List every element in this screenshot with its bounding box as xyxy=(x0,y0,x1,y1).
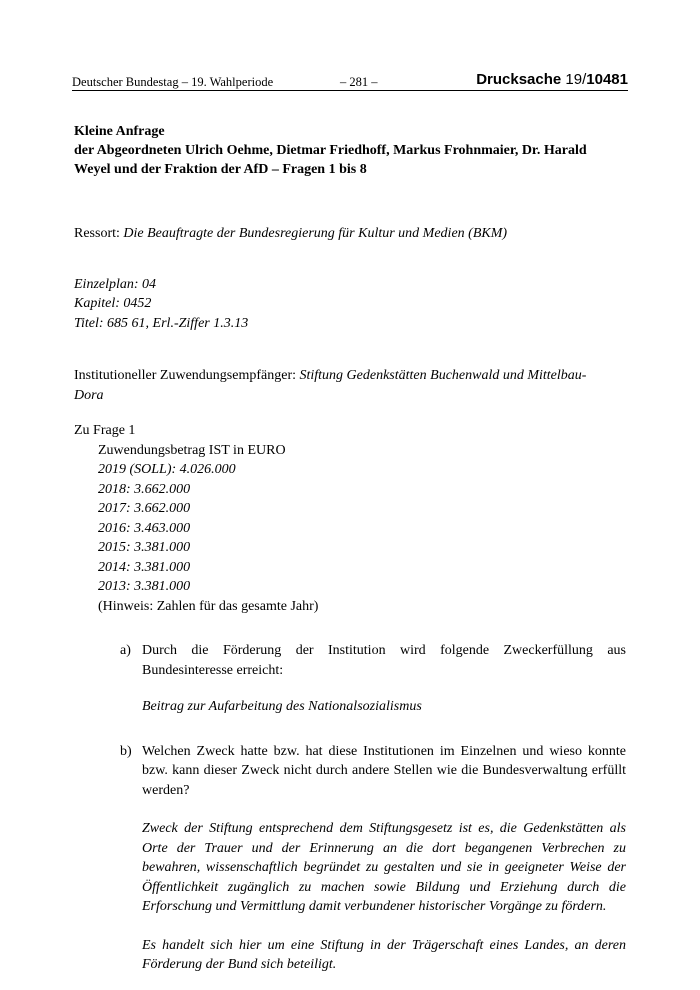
item-b-marker: b) xyxy=(120,743,132,759)
ressort-label: Ressort: xyxy=(74,226,120,241)
frage-1-section xyxy=(74,421,626,616)
ressort xyxy=(74,224,626,244)
header-page-number: – 281 – xyxy=(340,75,378,89)
document-title xyxy=(74,122,626,179)
amount-row: 2018: 3.662.000 xyxy=(98,481,191,497)
header-parliament: Deutscher Bundestag – 19. Wahlperiode xyxy=(72,75,274,89)
item-b-question-text: Welchen Zweck hatte bzw. hat diese Institutionen im Einzelnen und wieso konnte bzw. kann dieser Zweck nicht durch andere Stellen wie die Bundesverwaltung erfüllt werden? xyxy=(142,743,626,798)
recipient-value-2: Dora xyxy=(74,387,104,403)
ressort-value: Die Beauftragte der Bundesregierung für Kultur und Medien (BKM) xyxy=(123,226,508,241)
kapitel: Kapitel: 0452 xyxy=(74,296,152,311)
item-b-answer-2: Es handelt sich hier um eine Stiftung in der Trägerschaft eines Landes, an deren Förderung der Bund sich beteiligt. xyxy=(142,937,626,972)
amount-note: (Hinweis: Zahlen für das gesamte Jahr) xyxy=(98,598,319,614)
amount-row: 2019 (SOLL): 4.026.000 xyxy=(98,462,236,477)
title-line-3: Weyel und der Fraktion der AfD – Fragen 1 bis 8 xyxy=(74,162,367,177)
amount-row: 2014: 3.381.000 xyxy=(98,559,191,575)
frage-1-heading: Zu Frage 1 xyxy=(74,423,136,438)
einzelplan: Einzelplan: 04 xyxy=(74,276,157,292)
recipient-label: Institutioneller Zuwendungsempfänger: xyxy=(74,368,296,383)
item-a-question xyxy=(74,641,626,680)
amount-row: 2017: 3.662.000 xyxy=(98,501,191,516)
amount-row: 2016: 3.463.000 xyxy=(98,520,191,536)
amount-block xyxy=(74,441,626,617)
item-b-answer-1: Zweck der Stiftung entsprechend dem Stiftungsgesetz ist es, die Gedenkstätten als Orte der Trauer und der Erinnerung an die dort begangenen Verbrechen zu bewahren, wissenschaftlich begründet zu gestalten und sie in geeigneter Weise der Öffentlichkeit zugänglich zu machen sowie Bildung und Erziehung durch die Erforschung und Vermittlung damit verbundener historischer Vorgänge zu fördern. xyxy=(142,821,626,914)
titel: Titel: 685 61, Erl.-Ziffer 1.3.13 xyxy=(74,315,249,331)
amount-row: 2013: 3.381.000 xyxy=(98,579,191,594)
header-doc-number xyxy=(476,70,628,90)
amount-row: 2015: 3.381.000 xyxy=(98,540,191,555)
doc-num-prefix: 19/ xyxy=(565,71,587,88)
title-line-1: Kleine Anfrage xyxy=(74,124,165,139)
doc-num-main: 10481 xyxy=(586,71,628,88)
budget-info xyxy=(74,275,626,334)
title-line-2: der Abgeordneten Ulrich Oehme, Dietmar Friedhoff, Markus Frohnmaier, Dr. Harald xyxy=(74,143,587,158)
page-content xyxy=(74,122,626,975)
recipient xyxy=(74,366,626,405)
doc-label: Drucksache xyxy=(476,71,562,88)
page-header xyxy=(72,70,628,91)
item-b-question xyxy=(74,742,626,801)
amount-title: Zuwendungsbetrag IST in EURO xyxy=(98,442,286,458)
item-a-answer: Beitrag zur Aufarbeitung des Nationalsozialismus xyxy=(142,699,422,714)
recipient-value-1: Stiftung Gedenkstätten Buchenwald und Mittelbau- xyxy=(299,368,587,383)
item-a-marker: a) xyxy=(120,643,131,658)
item-a-question-text: Durch die Förderung der Institution wird folgende Zweckerfüllung aus Bundesinteresse erreicht: xyxy=(142,643,626,678)
